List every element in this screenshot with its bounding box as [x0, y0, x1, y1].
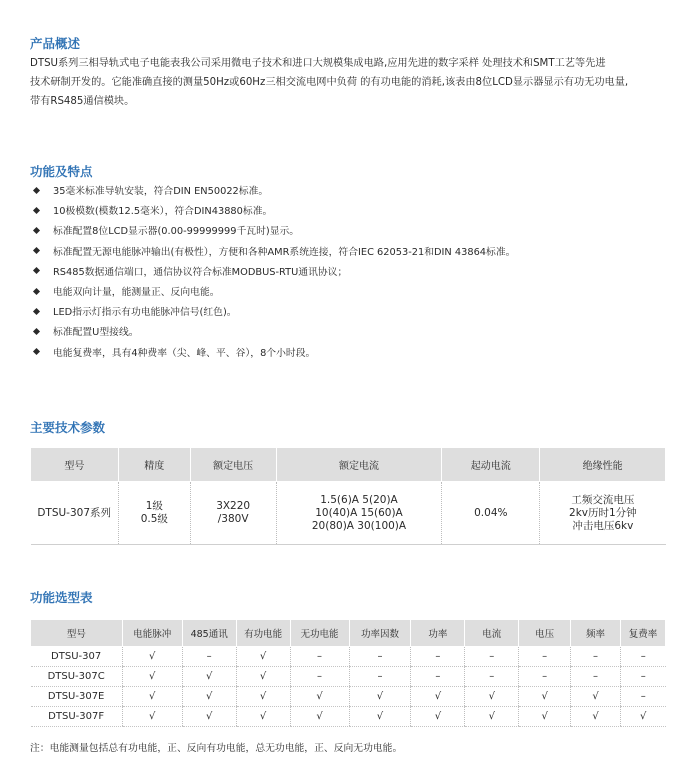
bullet-diamond-icon — [33, 267, 40, 274]
feature-item: 电能复费率，具有4种费率（尖、峰、平、谷），8个小时段。 — [30, 342, 515, 362]
overview-line: DTSU系列三相导轨式电子电能表我公司采用微电子技术和进口大规模集成电路,应用先进的数字采样 处理技术和SMT工艺等先进 — [30, 58, 606, 69]
selection-header-cell: 电能脉冲 — [122, 620, 182, 647]
features-title: 功能及特点 — [30, 164, 93, 179]
selection-cell: √ — [571, 687, 621, 707]
selection-cell: – — [411, 667, 465, 687]
specs-title: 主要技术参数 — [30, 420, 106, 435]
selection-cell: √ — [465, 687, 519, 707]
selection-cell: – — [411, 647, 465, 667]
selection-header-cell: 电流 — [465, 620, 519, 647]
selection-cell: √ — [236, 667, 290, 687]
spec-insulation: 工频交流电压 2kv历时1分钟 冲击电压6kv — [540, 482, 666, 545]
specs-table — [30, 447, 666, 545]
selection-header-cell: 无功电能 — [290, 620, 349, 647]
spec-model: DTSU-307系列 — [31, 482, 119, 545]
features-list — [30, 180, 515, 362]
selection-cell: √ — [236, 647, 290, 667]
spec-voltage: 3X220 /380V — [190, 482, 276, 545]
selection-cell: √ — [571, 707, 621, 727]
specs-header-cell: 额定电流 — [276, 448, 442, 482]
selection-cell: – — [620, 687, 665, 707]
selection-header-cell: 功率因数 — [349, 620, 411, 647]
bullet-diamond-icon — [33, 187, 40, 194]
feature-item: LED指示灯指示有功电能脉冲信号(红色)。 — [30, 301, 515, 321]
selection-cell: √ — [122, 667, 182, 687]
bullet-diamond-icon — [33, 308, 40, 315]
selection-cell: DTSU-307C — [31, 667, 123, 687]
selection-cell: – — [349, 667, 411, 687]
selection-header-cell: 频率 — [571, 620, 621, 647]
specs-header-cell: 型号 — [31, 448, 119, 482]
selection-table — [30, 619, 666, 727]
selection-cell: – — [571, 647, 621, 667]
overview-paragraph — [30, 54, 666, 111]
selection-cell: √ — [411, 707, 465, 727]
feature-item: 电能双向计量，能测量正、反向电能。 — [30, 281, 515, 301]
selection-cell: √ — [290, 707, 349, 727]
spec-accuracy: 1级 0.5级 — [118, 482, 190, 545]
selection-cell: – — [571, 667, 621, 687]
selection-cell: √ — [122, 707, 182, 727]
selection-cell: √ — [465, 707, 519, 727]
selection-cell: √ — [182, 667, 236, 687]
selection-header-cell: 复费率 — [620, 620, 665, 647]
selection-cell: √ — [122, 647, 182, 667]
bullet-diamond-icon — [33, 287, 40, 294]
bullet-diamond-icon — [33, 348, 40, 355]
feature-item: 10极模数(模数12.5毫米），符合DIN43880标准。 — [30, 200, 515, 220]
selection-cell: √ — [290, 687, 349, 707]
selection-row — [31, 687, 666, 707]
selection-cell: – — [182, 647, 236, 667]
bullet-diamond-icon — [33, 227, 40, 234]
selection-header-cell: 485通讯 — [182, 620, 236, 647]
selection-cell: √ — [411, 687, 465, 707]
selection-cell: DTSU-307E — [31, 687, 123, 707]
specs-header-cell: 起动电流 — [442, 448, 540, 482]
selection-cell: √ — [349, 687, 411, 707]
selection-cell: – — [620, 647, 665, 667]
selection-cell: √ — [236, 687, 290, 707]
specs-header-row — [31, 448, 666, 482]
selection-cell: √ — [519, 687, 571, 707]
specs-header-cell: 额定电压 — [190, 448, 276, 482]
overview-line: 技术研制开发的。它能准确直接的测量50Hz或60Hz三相交流电网中负荷 的有功电能的消耗,该表由8位LCD显示器显示有功无功电量, — [30, 77, 629, 88]
selection-cell: – — [519, 667, 571, 687]
selection-cell: – — [465, 667, 519, 687]
selection-cell: √ — [182, 687, 236, 707]
feature-item: 标准配置无源电能脉冲输出(有极性），方便和各种AMR系统连接，符合IEC 62053-21和DIN 43864标准。 — [30, 241, 515, 261]
selection-row — [31, 667, 666, 687]
bullet-diamond-icon — [33, 328, 40, 335]
selection-cell: – — [620, 667, 665, 687]
overview-line: 带有RS485通信模块。 — [30, 96, 135, 107]
selection-header-row — [31, 620, 666, 647]
selection-cell: DTSU-307 — [31, 647, 123, 667]
bullet-diamond-icon — [33, 247, 40, 254]
selection-cell: √ — [349, 707, 411, 727]
specs-row — [31, 482, 666, 545]
spec-start-current: 0.04% — [442, 482, 540, 545]
selection-cell: √ — [182, 707, 236, 727]
selection-cell: – — [519, 647, 571, 667]
selection-header-cell: 功率 — [411, 620, 465, 647]
feature-item: 标准配置U型接线。 — [30, 321, 515, 341]
feature-item: RS485数据通信端口，通信协议符合标准MODBUS-RTU通讯协议； — [30, 261, 515, 281]
selection-cell: – — [290, 667, 349, 687]
selection-row — [31, 647, 666, 667]
selection-cell: – — [290, 647, 349, 667]
overview-title: 产品概述 — [30, 36, 81, 51]
selection-header-cell: 电压 — [519, 620, 571, 647]
selection-cell: √ — [620, 707, 665, 727]
selection-cell: √ — [236, 707, 290, 727]
footnote: 注：电能测量包括总有功电能，正、反向有功电能，总无功电能，正、反向无功电能。 — [30, 743, 403, 754]
selection-title: 功能选型表 — [30, 590, 93, 605]
feature-item: 35毫米标准导轨安装，符合DIN EN50022标准。 — [30, 180, 515, 200]
spec-current: 1.5(6)A 5(20)A 10(40)A 15(60)A 20(80)A 30(100)A — [276, 482, 442, 545]
selection-header-cell: 有功电能 — [236, 620, 290, 647]
selection-cell: √ — [519, 707, 571, 727]
feature-item: 标准配置8位LCD显示器(0.00-99999999千瓦时)显示。 — [30, 220, 515, 240]
selection-cell: DTSU-307F — [31, 707, 123, 727]
selection-header-cell: 型号 — [31, 620, 123, 647]
selection-cell: – — [465, 647, 519, 667]
specs-header-cell: 精度 — [118, 448, 190, 482]
selection-cell: – — [349, 647, 411, 667]
selection-row — [31, 707, 666, 727]
specs-header-cell: 绝缘性能 — [540, 448, 666, 482]
bullet-diamond-icon — [33, 207, 40, 214]
selection-cell: √ — [122, 687, 182, 707]
